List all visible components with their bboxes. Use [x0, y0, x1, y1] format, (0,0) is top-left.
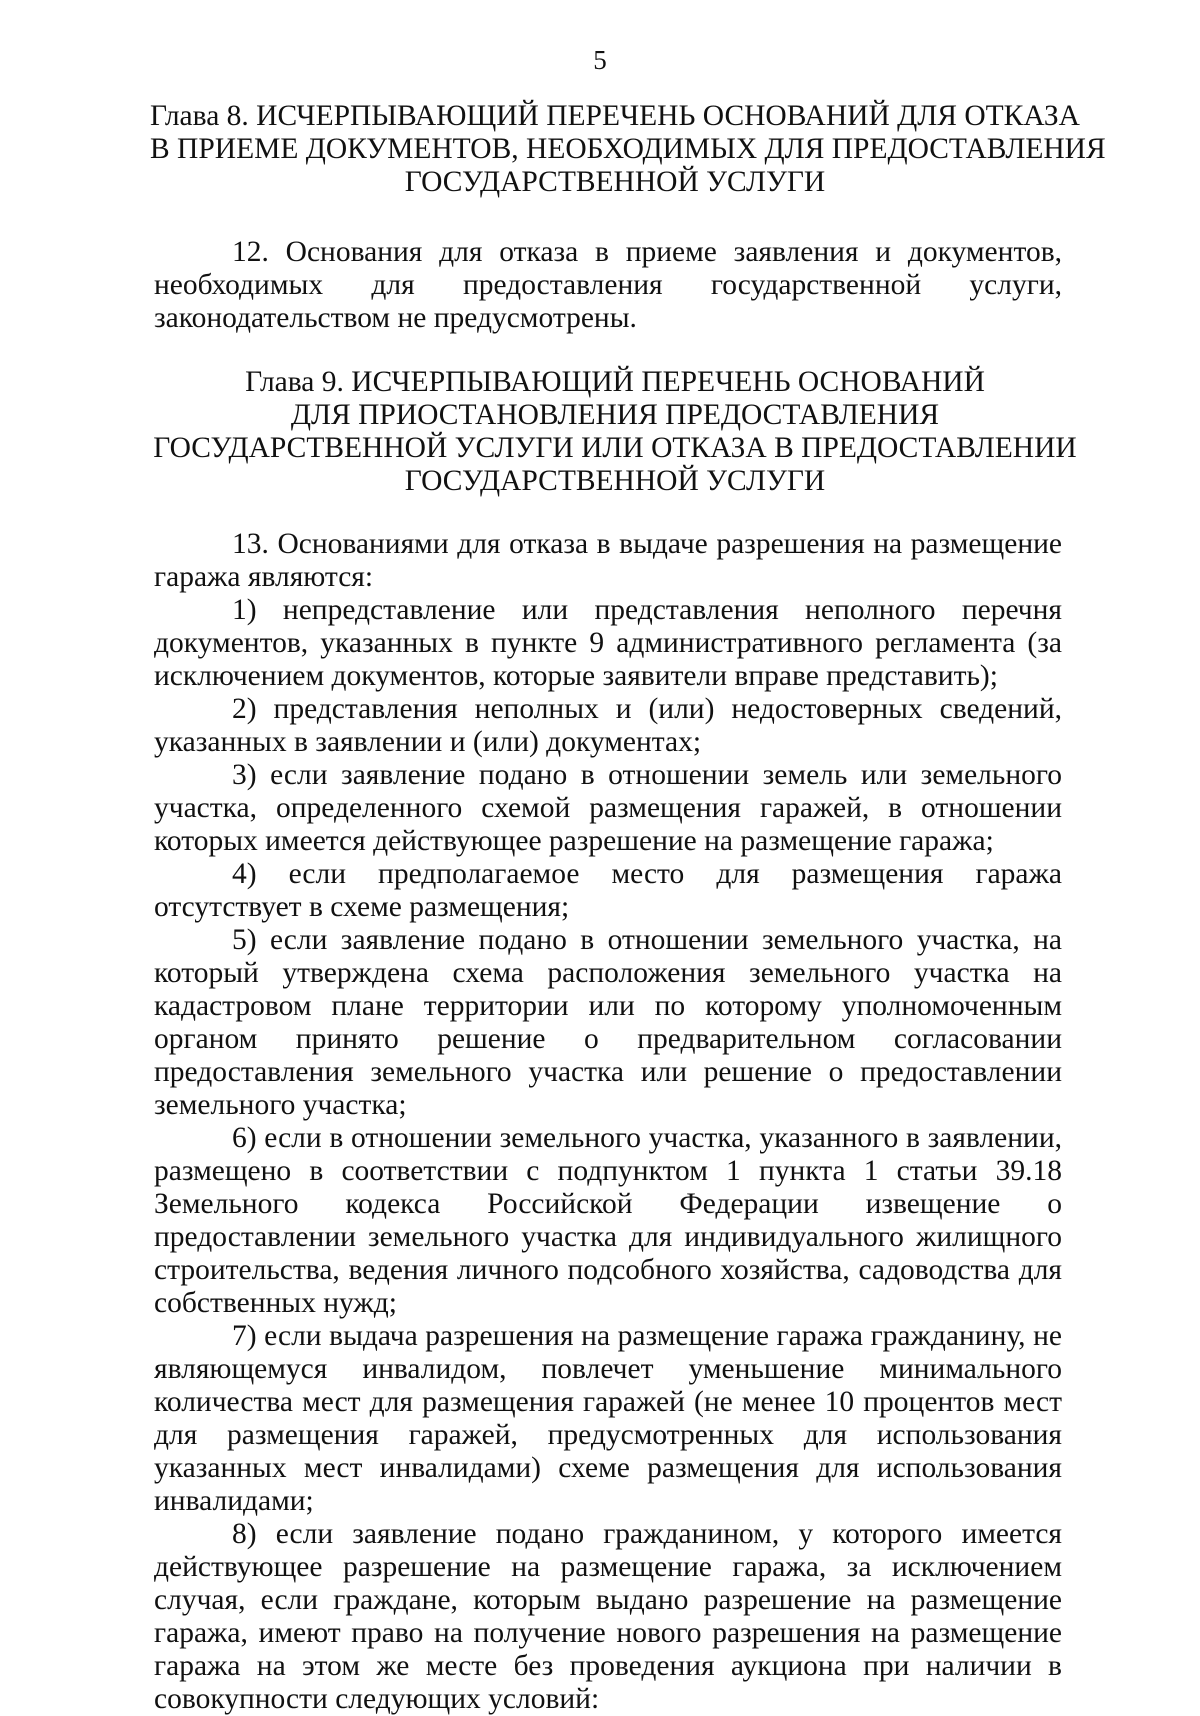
list-item-8: 8) если заявление подано гражданином, у которого имеется действующее разрешение на размещение гаража, за исключением случая, если граждане, которым выдано разрешение на размещение гаража, имеют право на получение нового разрешения на размещение гаража на этом же месте без проведения аукциона при наличии в совокупности следующих условий:	[154, 1518, 1062, 1715]
list-item-3: 3) если заявление подано в отношении земель или земельного участка, определенного схемой размещения гаражей, в отношении которых имеется действующее разрешение на размещение гаража;	[154, 759, 1062, 857]
chapter-8-heading-line: ГОСУДАРСТВЕННОЙ УСЛУГИ	[404, 166, 826, 198]
chapter-8-heading	[150, 100, 1106, 199]
list-item-4: 4) если предполагаемое место для размещения гаража отсутствует в схеме размещения;	[154, 858, 1062, 923]
chapter-8-heading-line: В ПРИЕМЕ ДОКУМЕНТОВ, НЕОБХОДИМЫХ ДЛЯ ПРЕДОСТАВЛЕНИЯ	[150, 133, 1106, 165]
list-item-1: 1) непредставление или представления неполного перечня документов, указанных в пункте 9 административного регламента (за исключением документов, которые заявители вправе представить);	[154, 594, 1062, 692]
page-number: 5	[593, 45, 607, 75]
list-item-5: 5) если заявление подано в отношении земельного участка, на который утверждена схема расположения земельного участка на кадастровом плане территории или по которому уполномоченным органом принято решение о предварительном согласовании предоставления земельного участка или решение о предоставлении земельного участка;	[154, 924, 1062, 1121]
paragraph-13: 13. Основаниями для отказа в выдаче разрешения на размещение гаража являются:	[154, 528, 1062, 593]
chapter-9-heading-line: ГОСУДАРСТВЕННОЙ УСЛУГИ ИЛИ ОТКАЗА В ПРЕДОСТАВЛЕНИИ	[153, 432, 1077, 464]
paragraph-12: 12. Основания для отказа в приеме заявления и документов, необходимых для предоставления государственной услуги, законодательством не предусмотрены.	[154, 236, 1062, 334]
list-item-6: 6) если в отношении земельного участка, указанного в заявлении, размещено в соответствии с подпунктом 1 пункта 1 статьи 39.18 Земельного кодекса Российской Федерации извещение о предоставлении земельного участка для индивидуального жилищного строительства, ведения личного подсобного хозяйства, садоводства для собственных нужд;	[154, 1122, 1062, 1319]
chapter-9-heading	[150, 366, 1080, 498]
chapter-9-heading-line: Глава 9. ИСЧЕРПЫВАЮЩИЙ ПЕРЕЧЕНЬ ОСНОВАНИЙ	[245, 366, 985, 398]
chapter-8-body	[154, 236, 1062, 335]
list-item-2: 2) представления неполных и (или) недостоверных сведений, указанных в заявлении и (или) документах;	[154, 693, 1062, 758]
chapter-9-heading-line: ДЛЯ ПРИОСТАНОВЛЕНИЯ ПРЕДОСТАВЛЕНИЯ	[290, 399, 940, 431]
chapter-9-body	[154, 528, 1062, 1716]
chapter-8-heading-line: Глава 8. ИСЧЕРПЫВАЮЩИЙ ПЕРЕЧЕНЬ ОСНОВАНИЙ ДЛЯ ОТКАЗА	[150, 100, 1080, 132]
list-item-7: 7) если выдача разрешения на размещение гаража гражданину, не являющемуся инвалидом, повлечет уменьшение минимального количества мест для размещения гаражей (не менее 10 процентов мест для размещения гаражей, предусмотренных для использования указанных мест инвалидами) схеме размещения для использования инвалидами;	[154, 1320, 1062, 1517]
chapter-9-heading-line: ГОСУДАРСТВЕННОЙ УСЛУГИ	[404, 465, 826, 497]
